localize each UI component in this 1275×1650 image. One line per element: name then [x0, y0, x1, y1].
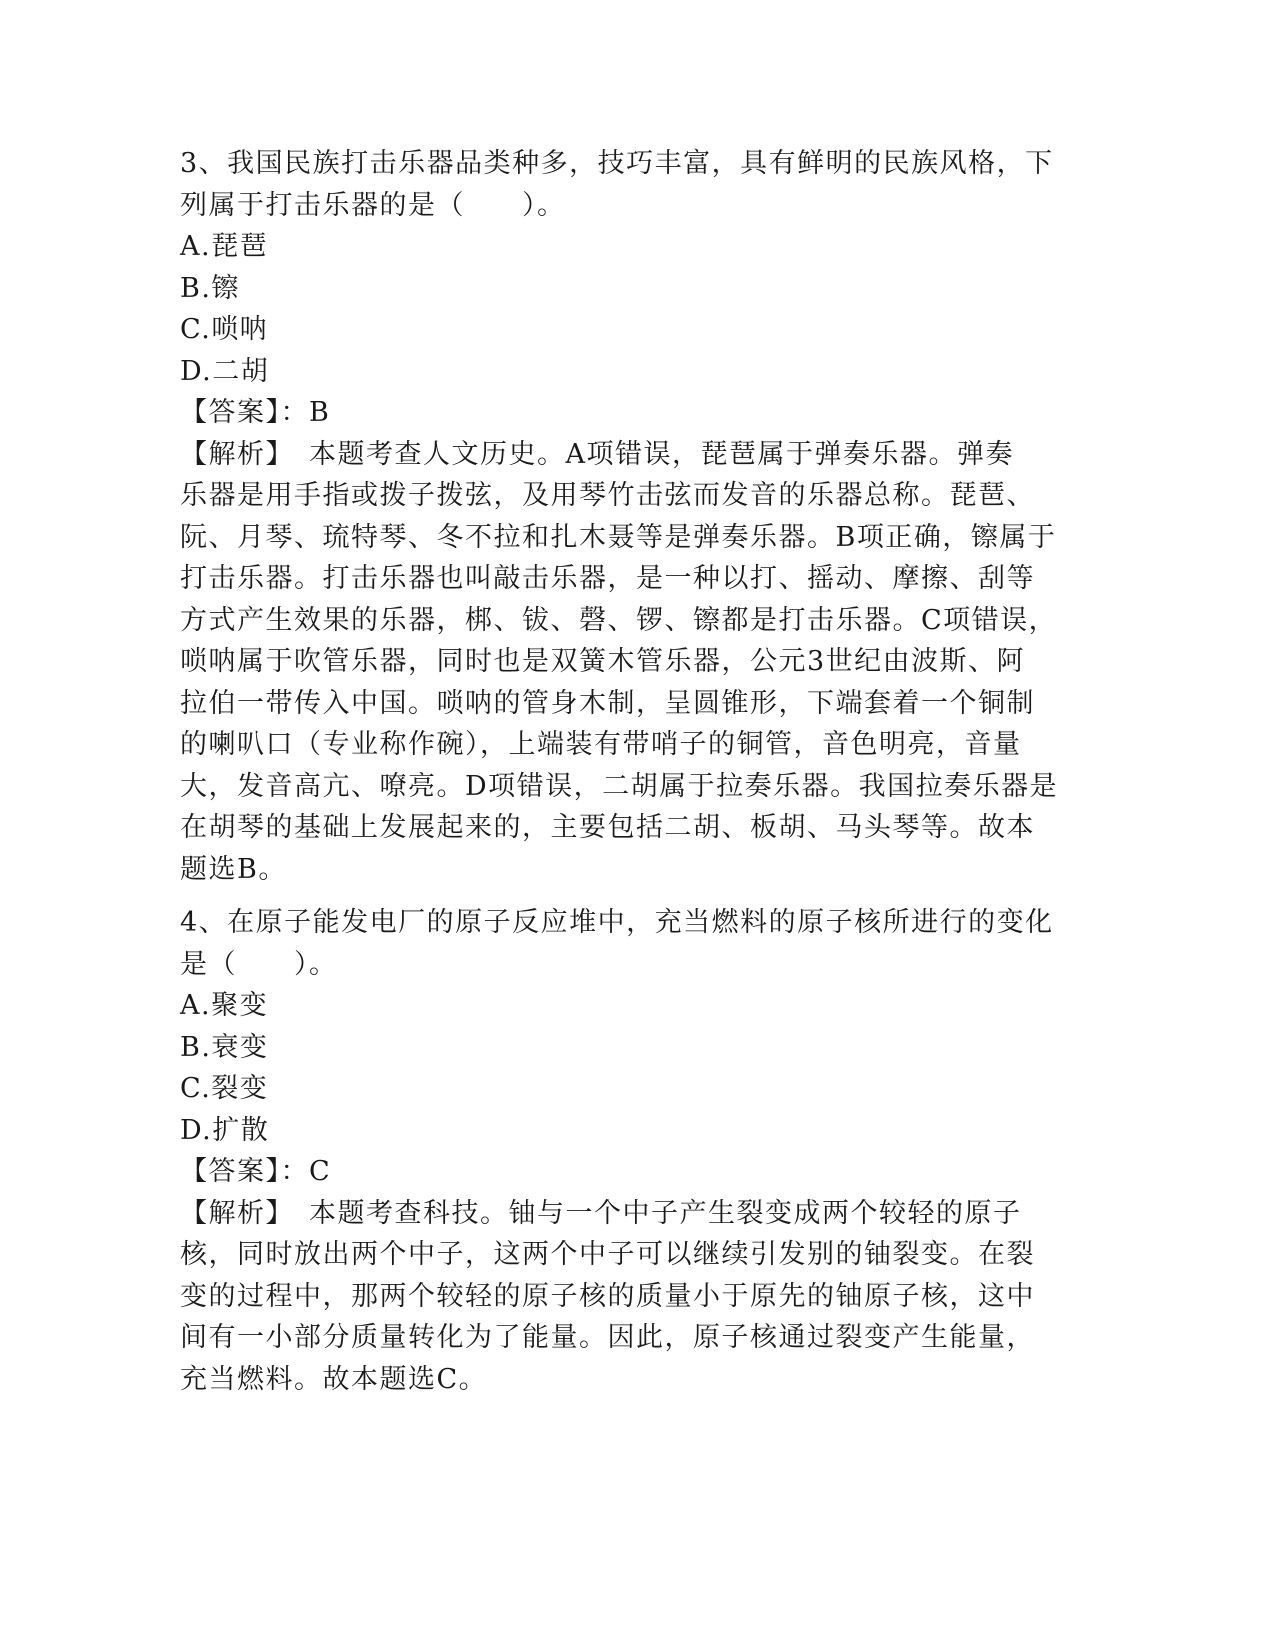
analysis-line: 唢呐属于吹管乐器，同时也是双簧木管乐器，公元3世纪由波斯、阿 [180, 646, 1026, 677]
answer-line: 【答案】：C [180, 1156, 332, 1187]
option-a: A.琵琶 [180, 231, 269, 262]
option-d: D.二胡 [180, 355, 270, 387]
analysis-line: 【解析】 本题考查人文历史。A项错误，琵琶属于弹奏乐器。弹奏 [180, 438, 1014, 470]
question-stem-line: 3、我国民族打击乐器品类种多，技巧丰富，具有鲜明的民族风格，下 [180, 148, 1054, 179]
analysis-line: 拉伯一带传入中国。唢呐的管身木制，呈圆锥形，下端套着一个铜制 [180, 687, 1035, 719]
analysis-line: 题选B。 [180, 853, 287, 885]
analysis-line: 阮、月琴、琉特琴、冬不拉和扎木聂等是弹奏乐器。B项正确，镲属于 [180, 521, 1057, 553]
option-a: A.聚变 [180, 990, 269, 1021]
option-b: B.镲 [180, 272, 240, 304]
analysis-line: 方式产生效果的乐器，梆、钹、磬、锣、镲都是打击乐器。C项错误， [180, 604, 1058, 636]
analysis-line: 打击乐器。打击乐器也叫敲击乐器，是一种以打、摇动、摩擦、刮等 [180, 563, 1035, 594]
analysis-line: 在胡琴的基础上发展起来的，主要包括二胡、板胡、马头琴等。故本 [180, 812, 1035, 843]
analysis-line: 【解析】 本题考查科技。铀与一个中子产生裂变成两个较轻的原子 [180, 1197, 1022, 1229]
question-stem-line: 4、在原子能发电厂的原子反应堆中，充当燃料的原子核所进行的变化 [180, 907, 1054, 938]
question-4 [180, 902, 1054, 1400]
analysis-line: 变的过程中，那两个较轻的原子核的质量小于原先的铀原子核，这中 [180, 1280, 1035, 1312]
analysis-line: 间有一小部分质量转化为了能量。因此，原子核通过裂变产生能量， [180, 1322, 1035, 1353]
question-stem-line: 列属于打击乐器的是（ ）。 [180, 189, 566, 221]
analysis-line: 充当燃料。故本题选C。 [180, 1363, 488, 1395]
answer-line: 【答案】：B [180, 397, 331, 428]
question-3 [180, 143, 1059, 890]
option-d: D.扩散 [180, 1114, 270, 1146]
analysis-line: 大，发音高亢、嘹亮。D项错误，二胡属于拉奏乐器。我国拉奏乐器是 [180, 770, 1059, 802]
option-c: C.裂变 [180, 1073, 269, 1104]
option-b: B.衰变 [180, 1031, 269, 1063]
analysis-line: 乐器是用手指或拨子拨弦，及用琴竹击弦而发音的乐器总称。琵琶、 [180, 480, 1035, 511]
document-page [180, 143, 1059, 1400]
analysis-line: 核，同时放出两个中子，这两个中子可以继续引发别的铀裂变。在裂 [180, 1239, 1035, 1270]
question-stem-line: 是（ ）。 [180, 948, 338, 980]
analysis-line: 的喇叭口（专业称作碗），上端装有带哨子的铜管，音色明亮，音量 [180, 729, 1022, 760]
option-c: C.唢呐 [180, 314, 269, 345]
